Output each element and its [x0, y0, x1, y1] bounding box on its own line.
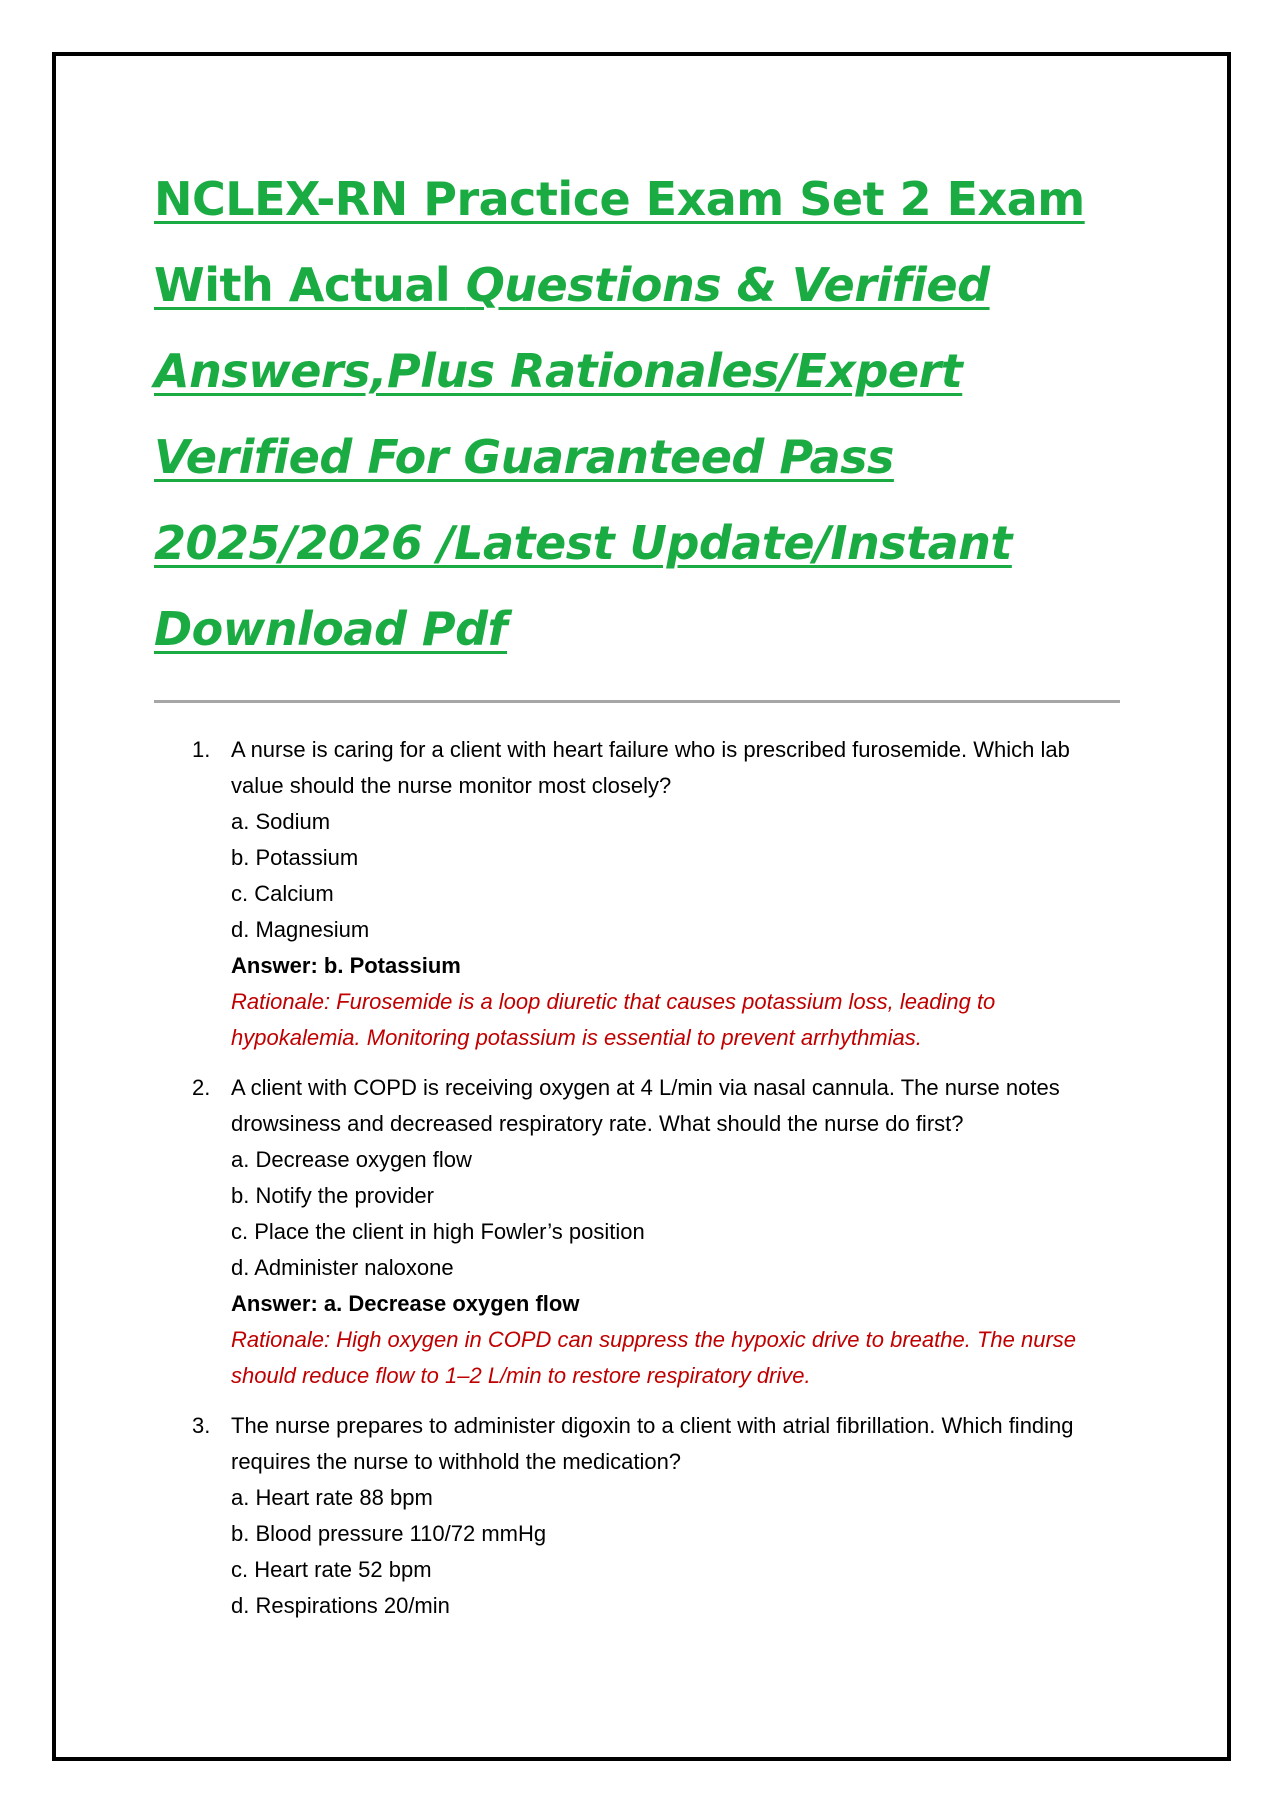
question-number: 1.: [192, 737, 211, 762]
option-d: d. Magnesium: [231, 917, 370, 942]
rationale-text: Rationale: High oxygen in COPD can suppress the hypoxic drive to breathe. The nurse should reduce flow to 1–2 L/min to restore respiratory drive.: [231, 1327, 1077, 1388]
question-text: A nurse is caring for a client with heart failure who is prescribed furosemide. Which lab value should the nurse monitor most closely?: [231, 737, 1070, 798]
title-line-5: 2025/2026 /Latest Update/Instant: [154, 516, 1012, 570]
title-line-4: Verified For Guaranteed Pass: [154, 430, 894, 484]
title-line-2a: With Actual: [154, 258, 466, 312]
horizontal-divider: [154, 700, 1120, 703]
option-a: a. Heart rate 88 bpm: [231, 1485, 433, 1510]
option-c: c. Place the client in high Fowler’s position: [231, 1219, 645, 1244]
option-c: c. Heart rate 52 bpm: [231, 1557, 432, 1582]
question-text: A client with COPD is receiving oxygen at 4 L/min via nasal cannula. The nurse notes drowsiness and decreased respiratory rate. What should the nurse do first?: [231, 1075, 1060, 1136]
question-item-1: [154, 732, 1124, 1056]
option-c: c. Calcium: [231, 881, 334, 906]
question-item-2: [154, 1070, 1124, 1394]
option-d: d. Administer naloxone: [231, 1255, 454, 1280]
option-a: a. Sodium: [231, 809, 331, 834]
title-line-3: Answers,Plus Rationales/Expert: [154, 344, 963, 398]
question-text: The nurse prepares to administer digoxin to a client with atrial fibrillation. Which finding requires the nurse to withhold the medication?: [231, 1413, 1074, 1474]
question-item-3: [154, 1408, 1124, 1624]
title-line-2b: Questions & Verified: [465, 258, 990, 312]
option-b: b. Potassium: [231, 845, 359, 870]
rationale-text: Rationale: Furosemide is a loop diuretic that causes potassium loss, leading to hypokalemia. Monitoring potassium is essential to prevent arrhythmias.: [231, 989, 996, 1050]
title-line-1: NCLEX-RN Practice Exam Set 2 Exam: [154, 172, 1085, 226]
option-d: d. Respirations 20/min: [231, 1593, 450, 1618]
document-title: [154, 156, 1134, 672]
option-b: b. Blood pressure 110/72 mmHg: [231, 1521, 547, 1546]
question-list: [154, 732, 1124, 1638]
answer-text: Answer: b. Potassium: [231, 953, 461, 978]
answer-text: Answer: a. Decrease oxygen flow: [231, 1291, 580, 1316]
title-line-6: Download Pdf: [154, 602, 508, 656]
question-number: 2.: [192, 1075, 211, 1100]
option-a: a. Decrease oxygen flow: [231, 1147, 472, 1172]
question-number: 3.: [192, 1413, 211, 1438]
option-b: b. Notify the provider: [231, 1183, 434, 1208]
